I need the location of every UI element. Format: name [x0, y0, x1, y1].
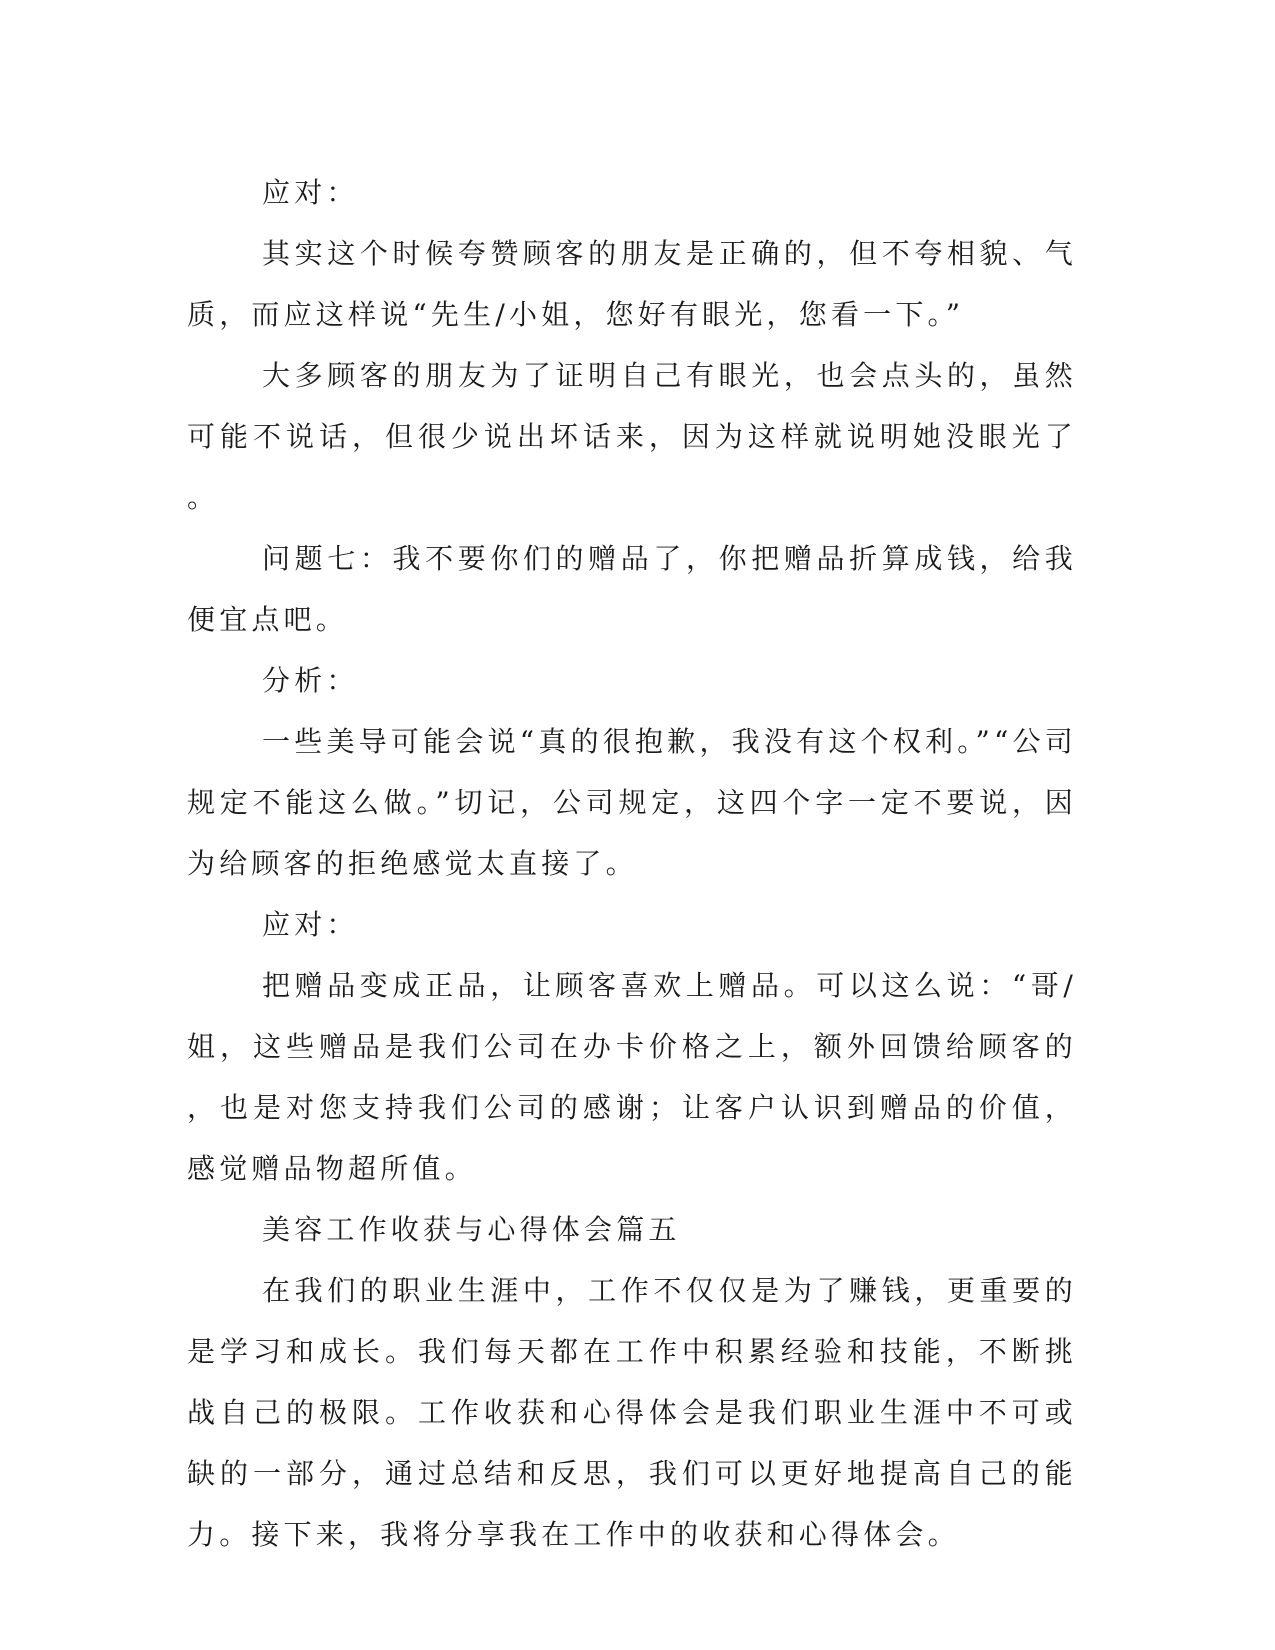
- paragraph-response-heading-2: 应对：: [262, 908, 359, 941]
- paragraph-career-intro: 在我们的职业生涯中，工作不仅仅是为了赚钱，更重要的是学习和成长。我们每天都在工作中积累经验和技能，不断挑战自己的极限。工作收获和心得体会是我们职业生涯中不可或缺的一部分，通过总结和反思，我们可以更好地提高自己的能力。接下来，我将分享我在工作中的收获和心得体会。: [187, 1274, 1077, 1551]
- section-title: 美容工作收获与心得体会篇五: [262, 1213, 681, 1246]
- paragraph-praise-friend: 其实这个时候夸赞顾客的朋友是正确的，但不夸相貌、气质，而应这样说“先生/小姐，您好有眼光，您看一下。”: [187, 237, 1077, 331]
- paragraph-friend-nod: 大多顾客的朋友为了证明自己有眼光，也会点头的，虽然可能不说话，但很少说出坏话来，因为这样就说明她没眼光了。: [187, 359, 1077, 514]
- paragraph-response-heading-1: 应对：: [262, 176, 359, 209]
- paragraph-analysis-heading: 分析：: [262, 664, 359, 697]
- paragraph-analysis-body: 一些美导可能会说“真的很抱歉，我没有这个权利。”“公司规定不能这么做。”切记，公司规定，这四个字一定不要说，因为给顾客的拒绝感觉太直接了。: [187, 725, 1077, 880]
- document-body: [187, 162, 1077, 1565]
- paragraph-question-seven: 问题七：我不要你们的赠品了，你把赠品折算成钱，给我便宜点吧。: [187, 542, 1077, 636]
- paragraph-gift-response: 把赠品变成正品，让顾客喜欢上赠品。可以这么说：“哥/姐，这些赠品是我们公司在办卡价格之上，额外回馈给顾客的，也是对您支持我们公司的感谢；让客户认识到赠品的价值，感觉赠品物超所值。: [187, 969, 1077, 1185]
